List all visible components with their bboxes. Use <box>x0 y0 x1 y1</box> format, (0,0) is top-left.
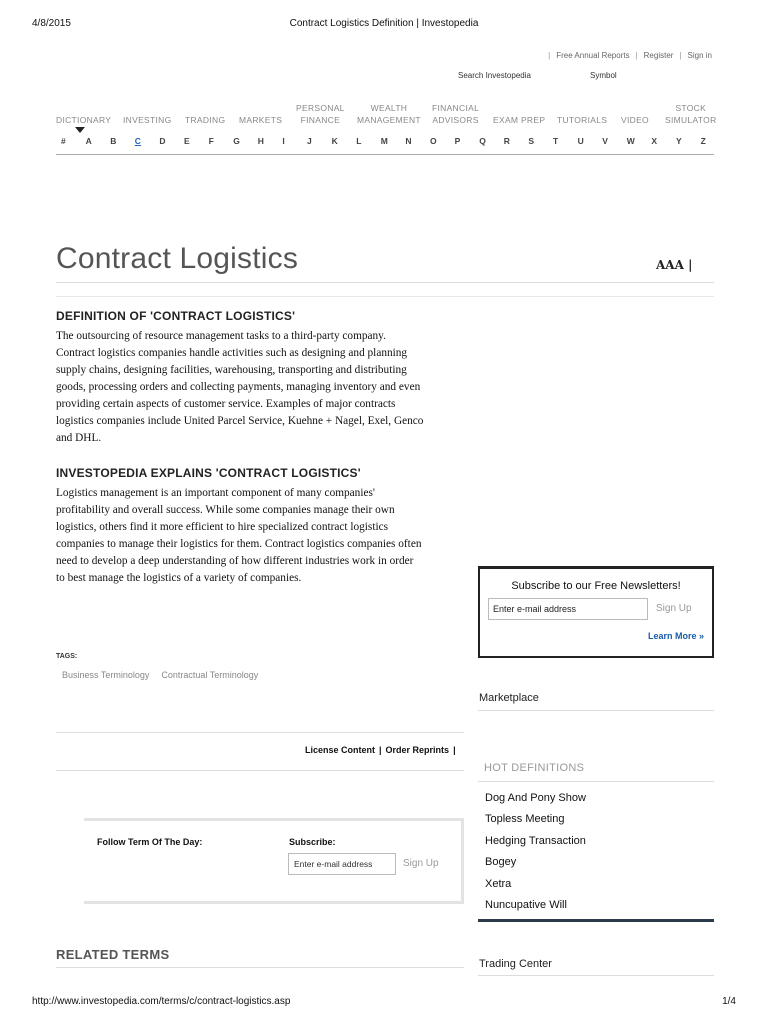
license-divider <box>56 770 464 771</box>
nav-financial-advisors[interactable]: FINANCIAL ADVISORS <box>432 103 480 125</box>
hot-definition-link[interactable]: Bogey <box>485 856 517 869</box>
license-content-link[interactable]: License Content <box>305 745 376 755</box>
print-footer <box>32 996 736 1010</box>
title-divider <box>56 282 714 283</box>
newsletter-email-input[interactable]: Enter e-mail address <box>488 598 648 620</box>
nav-wealth-management[interactable]: WEALTH MANAGEMENT <box>357 103 421 125</box>
related-terms-heading: RELATED TERMS <box>56 947 170 962</box>
alpha-letter-v[interactable]: V <box>602 136 608 146</box>
alpha-letter-y[interactable]: Y <box>676 136 682 146</box>
hot-definition-link[interactable]: Xetra <box>485 877 512 890</box>
license-divider <box>56 732 464 733</box>
alpha-letter-u[interactable]: U <box>577 136 584 146</box>
alpha-letter-j[interactable]: J <box>307 136 312 146</box>
tag-link[interactable]: Contractual Terminology <box>161 670 259 680</box>
alpha-letter-q[interactable]: Q <box>479 136 486 146</box>
nav-markets[interactable]: MARKETS <box>239 115 283 125</box>
search-input[interactable]: Search Investopedia <box>458 71 531 80</box>
separator: | <box>635 51 638 60</box>
font-size-control[interactable]: AAA | <box>656 258 693 272</box>
print-page-number: 1/4 <box>722 996 736 1007</box>
nav-personal-finance[interactable]: PERSONAL FINANCE <box>296 103 345 125</box>
tags-label: TAGS: <box>56 653 78 660</box>
newsletter-sign-up-button[interactable]: Sign Up <box>656 603 692 614</box>
alpha-letter-s[interactable]: S <box>528 136 535 146</box>
alpha-letter-m[interactable]: M <box>380 136 388 146</box>
alpha-letter-z[interactable]: Z <box>700 136 706 146</box>
nav-trading[interactable]: TRADING <box>185 115 226 125</box>
print-date: 4/8/2015 <box>32 18 71 29</box>
alpha-letter-h[interactable]: H <box>257 136 264 146</box>
definition-body: The outsourcing of resource management tasks to a third-party company. Contract logistics companies handle activities such as designing and planning supply chains, designing facilities, warehousing, transporting and distributing goods, processing orders and collecting payments, managing inventory and even providing certain aspects of customer service. Examples of major contracts logistics companies include United Parcel Service, Kuehne + Nagel, Exel, Genco and DHL. <box>56 330 424 444</box>
print-header <box>32 18 736 32</box>
top-links <box>548 51 712 60</box>
alpha-letter-d[interactable]: D <box>159 136 166 146</box>
nav-stock-simulator[interactable]: STOCK SIMULATOR <box>665 103 717 125</box>
explains-body: Logistics management is an important component of many companies' profitability and overall success. While some companies manage their own logistics, others find it more efficient to hire specialized contract logistics companies to manage their logistics for them. Contract logistics companies often need to develop a deep understanding of how different industries work in order to best manage the logistics of a variety of companies. <box>56 487 422 584</box>
license-links <box>305 745 456 755</box>
hot-definition-link[interactable]: Hedging Transaction <box>485 834 586 847</box>
related-divider <box>56 967 464 968</box>
alpha-letter-f[interactable]: F <box>208 136 214 146</box>
hot-definitions-heading: HOT DEFINITIONS <box>484 762 585 774</box>
alpha-letter-x[interactable]: X <box>651 136 658 146</box>
separator: | <box>453 745 456 755</box>
hot-divider <box>478 781 714 782</box>
symbol-input[interactable]: Symbol <box>590 71 617 80</box>
term-email-input[interactable]: Enter e-mail address <box>288 853 396 875</box>
alpha-letter-g[interactable]: G <box>233 136 240 146</box>
nav-active-arrow-icon <box>75 127 85 133</box>
alpha-letter-b[interactable]: B <box>110 136 117 146</box>
title-divider <box>56 296 714 297</box>
explains-heading: INVESTOPEDIA EXPLAINS 'CONTRACT LOGISTICS' <box>56 466 361 480</box>
main-nav <box>56 100 717 126</box>
alpha-letter-w[interactable]: W <box>626 136 635 146</box>
alphabet-index <box>56 136 714 148</box>
tags-list <box>62 670 258 680</box>
marketplace-divider <box>478 710 714 711</box>
separator: | <box>679 51 682 60</box>
alpha-letter-n[interactable]: N <box>405 136 412 146</box>
alpha-letter-r[interactable]: R <box>503 136 510 146</box>
alpha-letter-l[interactable]: L <box>356 136 362 146</box>
alpha-letter-i[interactable]: I <box>282 136 285 146</box>
alpha-letter-k[interactable]: K <box>331 136 338 146</box>
term-sign-up-button[interactable]: Sign Up <box>403 858 439 869</box>
trading-center-heading: Trading Center <box>479 958 552 970</box>
alpha-letter-hash[interactable]: # <box>61 136 66 146</box>
newsletter-title: Subscribe to our Free Newsletters! <box>511 580 681 592</box>
sign-in-link[interactable]: Sign in <box>687 51 712 60</box>
nav-video[interactable]: VIDEO <box>621 115 649 125</box>
learn-more-link[interactable]: Learn More » <box>648 631 705 641</box>
separator: | <box>379 745 382 755</box>
nav-dictionary[interactable]: DICTIONARY <box>56 115 112 125</box>
marketplace-heading: Marketplace <box>479 692 539 704</box>
hot-definition-link[interactable]: Topless Meeting <box>485 813 565 826</box>
order-reprints-link[interactable]: Order Reprints <box>385 745 450 755</box>
hot-definition-link[interactable]: Dog And Pony Show <box>485 792 586 804</box>
nav-investing[interactable]: INVESTING <box>123 115 172 125</box>
alpha-letter-p[interactable]: P <box>454 136 461 146</box>
tag-link[interactable]: Business Terminology <box>62 670 150 680</box>
hot-definition-link[interactable]: Nuncupative Will <box>485 898 567 911</box>
register-link[interactable]: Register <box>643 51 674 60</box>
page-title: Contract Logistics <box>56 242 299 275</box>
alpha-letter-e[interactable]: E <box>184 136 190 146</box>
hot-definitions-list <box>485 789 586 917</box>
hot-definitions-bar <box>478 919 714 922</box>
alpha-letter-o[interactable]: O <box>430 136 437 146</box>
alpha-letter-c[interactable]: C <box>134 136 141 146</box>
follow-term-label: Follow Term Of The Day: <box>97 837 203 847</box>
free-reports-link[interactable]: Free Annual Reports <box>556 51 630 60</box>
nav-exam-prep[interactable]: EXAM PREP <box>493 115 546 125</box>
nav-tutorials[interactable]: TUTORIALS <box>557 115 608 125</box>
alpha-letter-a[interactable]: A <box>85 136 92 146</box>
nav-divider <box>56 154 714 155</box>
alpha-letter-t[interactable]: T <box>553 136 559 146</box>
separator: | <box>548 51 551 60</box>
trading-divider <box>478 975 714 976</box>
print-url: http://www.investopedia.com/terms/c/contract-logistics.asp <box>32 996 291 1007</box>
subscribe-label: Subscribe: <box>289 837 336 847</box>
definition-heading: DEFINITION OF 'CONTRACT LOGISTICS' <box>56 309 296 323</box>
print-title: Contract Logistics Definition | Investopedia <box>289 18 479 29</box>
